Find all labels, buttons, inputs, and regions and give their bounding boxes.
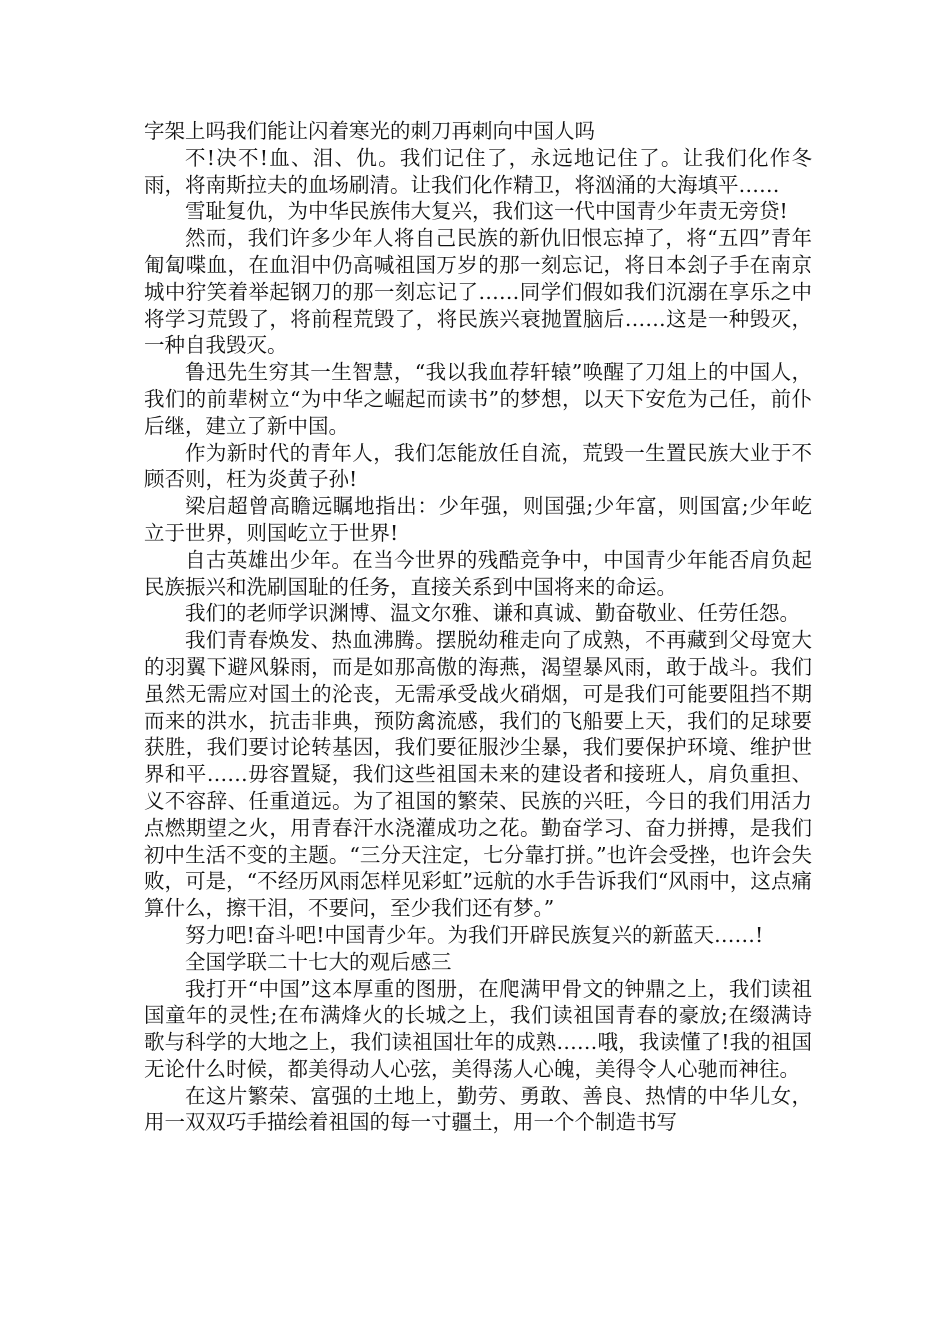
paragraph: 我们的老师学识渊博、温文尔雅、谦和真诚、勤奋敬业、任劳任怨。 xyxy=(185,601,800,626)
paragraph: 雪耻复仇，为中华民族伟大复兴，我们这一代中国青少年责无旁贷! xyxy=(185,199,788,224)
paragraph: 梁启超曾高瞻远瞩地指出：少年强，则国强;少年富，则国富;少年屹立于世界，则国屹立于世界! xyxy=(144,494,812,545)
paragraph: 在这片繁荣、富强的土地上，勤劳、勇敢、善良、热情的中华儿女，用一双双巧手描绘着祖国的每一寸疆土，用一个个制造书写 xyxy=(144,1083,812,1135)
section-heading: 全国学联二十七大的观后感三 xyxy=(185,949,452,974)
document-page xyxy=(144,118,812,1136)
paragraph: 作为新时代的青年人，我们怎能放任自流，荒毁一生置民族大业于不顾否则，枉为炎黄子孙! xyxy=(144,440,812,492)
paragraph: 鲁迅先生穷其一生智慧，“我以我血荐轩辕”唤醒了刀俎上的中国人，我们的前辈树立“为中华之崛起而读书”的梦想，以天下安危为己任，前仆后继，建立了新中国。 xyxy=(144,360,812,438)
paragraph-continuation: 字架上吗我们能让闪着寒光的刺刀再刺向中国人吗 xyxy=(144,119,595,143)
paragraph: 不!决不!血、泪、仇。我们记住了，永远地记住了。让我们化作冬雨，将南斯拉夫的血场刷清。让我们化作精卫，将汹涌的大海填平…… xyxy=(144,145,812,197)
paragraph: 然而，我们许多少年人将自己民族的新仇旧恨忘掉了，将“五四”青年匍匐喋血，在血泪中仍高喊祖国万岁的那一刻忘记，将日本刽子手在南京城中狞笑着举起钢刀的那一刻忘记了……同学们假如我们沉溺在享乐之中将学习荒毁了，将前程荒毁了，将民族兴衰抛置脑后……这是一种毁灭，一种自我毁灭。 xyxy=(144,226,812,358)
paragraph: 努力吧!奋斗吧!中国青少年。为我们开辟民族复兴的新蓝天……! xyxy=(185,922,764,947)
paragraph: 我打开“中国”这本厚重的图册，在爬满甲骨文的钟鼎之上，我们读祖国童年的灵性;在布满烽火的长城之上，我们读祖国青春的豪放;在缀满诗歌与科学的大地之上，我们读祖国壮年的成熟……哦，我读懂了!我的祖国无论什么时候，都美得动人心弦，美得荡人心魄，美得令人心驰而神往。 xyxy=(144,976,812,1081)
paragraph: 自古英雄出少年。在当今世界的残酷竞争中，中国青少年能否肩负起民族振兴和洗刷国耻的任务，直接关系到中国将来的命运。 xyxy=(144,547,812,599)
paragraph: 我们青春焕发、热血沸腾。摆脱幼稚走向了成熟，不再藏到父母宽大的羽翼下避风躲雨，而是如那高傲的海燕，渴望暴风雨，敢于战斗。我们虽然无需应对国土的沦丧，无需承受战火硝烟，可是我们可能要阻挡不期而来的洪水，抗击非典，预防禽流感，我们的飞船要上天，我们的足球要获胜，我们要讨论转基因，我们要征服沙尘暴，我们要保护环境、维护世界和平……毋容置疑，我们这些祖国未来的建设者和接班人，肩负重担、义不容辞、任重道远。为了祖国的繁荣、民族的兴旺，今日的我们用活力点燃期望之火，用青春汗水浇灌成功之花。勤奋学习、奋力拼搏，是我们初中生活不变的主题。“三分天注定，七分靠打拼。”也许会受挫，也许会失败，可是，“不经历风雨怎样见彩虹”远航的水手告诉我们“风雨中，这点痛算什么，擦干泪，不要问，至少我们还有梦。” xyxy=(144,628,812,921)
